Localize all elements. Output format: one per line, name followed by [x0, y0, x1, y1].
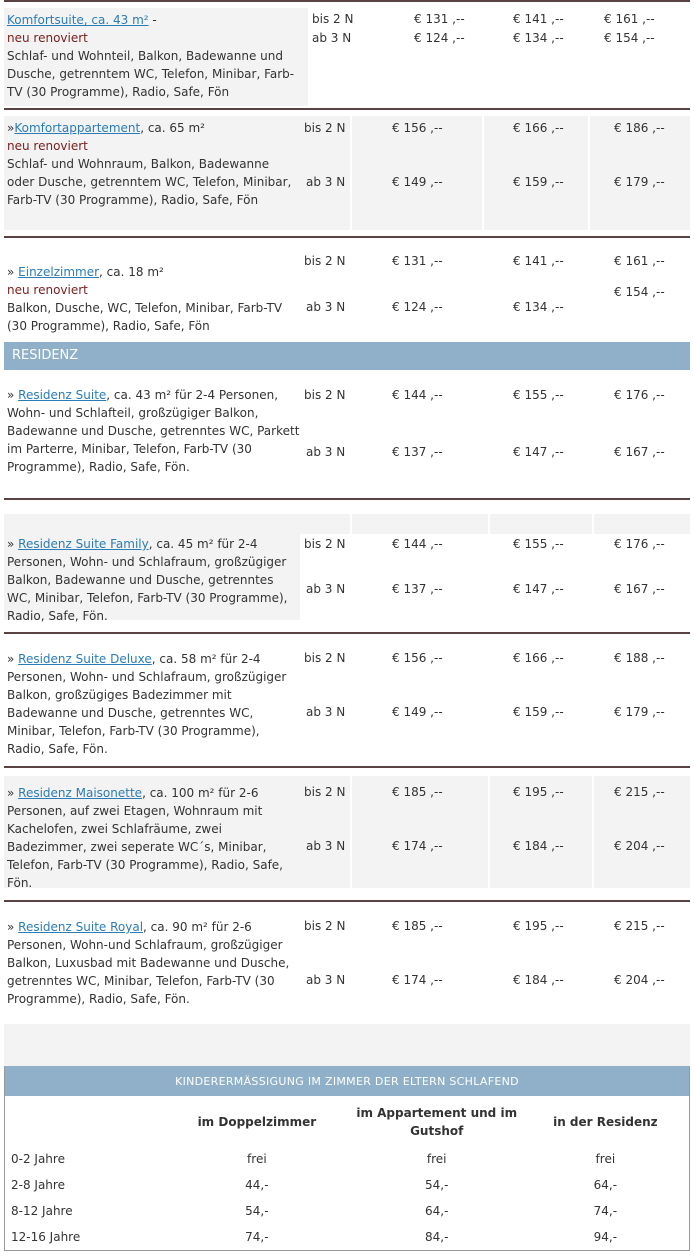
bullet: » — [7, 265, 19, 279]
room-row — [4, 370, 690, 498]
price-cell: € 159 ,-- — [513, 175, 564, 189]
value-cell: 44,- — [245, 1178, 269, 1192]
age-cell: 8-12 Jahre — [11, 1204, 73, 1218]
price-cell: € 179 ,-- — [614, 705, 665, 719]
nights-label: bis 2 N — [304, 121, 346, 135]
nights-label: ab 3 N — [306, 705, 346, 719]
price-cell: € 176 ,-- — [614, 537, 665, 551]
price-cell: € 185 ,-- — [392, 919, 443, 933]
room-row — [4, 902, 690, 1024]
price-cell: € 204 ,-- — [614, 973, 665, 987]
price-cell: € 156 ,-- — [392, 121, 443, 135]
value-cell: frei — [595, 1152, 616, 1166]
value-cell: 64,- — [593, 1178, 618, 1192]
price-cell: € 137 ,-- — [392, 582, 443, 596]
nights-label: ab 3 N — [306, 582, 346, 596]
price-cell: € 156 ,-- — [392, 651, 443, 665]
room-description: » Residenz Suite Deluxe, ca. 58 m² für 2-4 Personen, Wohn- und Schlafraum, großzügiger Balkon, großzügiges Badezimmer mit Badewanne und Dusche, getrenntes WC, Minibar, Telefon, Farb-TV (30 Programme), Radio, Safe, Fön. — [7, 652, 287, 756]
room-link[interactable]: Komfortappartement — [14, 121, 141, 135]
price-cell: € 195 ,-- — [513, 919, 564, 933]
price-cell: € 174 ,-- — [392, 839, 443, 853]
nights-label: bis 2 N — [304, 785, 346, 799]
room-features: , ca. 43 m² für 2-4 Personen, Wohn- und Schlafteil, großzügiger Balkon, Badewanne und Dusche, getrenntes WC, Parkett im Parterre, Minibar, Telefon, Farb-TV (30 Programme), Radio, Safe, Fön. — [7, 388, 300, 474]
price-cell: € 161 ,-- — [604, 12, 655, 26]
age-cell: 2-8 Jahre — [11, 1178, 65, 1192]
column-header: in der Residenz — [553, 1115, 658, 1129]
column-header: im Appartement und im Gutshof — [356, 1106, 518, 1138]
price-cell: € 215 ,-- — [614, 919, 665, 933]
room-features: , ca. 45 m² für 2-4 Personen, Wohn- und Schlafraum, großzügiger Balkon, Badewanne und Dusche, getrenntes WC, Minibar, Telefon, Farb-TV (30 Programme), Radio, Safe, Fön. — [7, 537, 288, 623]
nights-label: ab 3 N — [306, 973, 346, 987]
price-cell: € 141 ,-- — [513, 254, 564, 268]
room-link[interactable]: Residenz Suite Royal — [18, 920, 144, 934]
nights-label: bis 2 N — [304, 919, 346, 933]
price-cell: € 131 ,-- — [414, 12, 465, 26]
price-cell: € 204 ,-- — [614, 839, 665, 853]
nights-label: ab 3 N — [306, 300, 346, 314]
renovated-note: neu renoviert — [7, 283, 88, 297]
price-cell: € 155 ,-- — [513, 537, 564, 551]
table-row — [5, 1146, 689, 1172]
room-features: , ca. 90 m² für 2-6 Personen, Wohn-und Schlafraum, großzügiger Balkon, Luxusbad mit Badewanne und Dusche, getrenntes WC, Minibar, Telefon, Farb-TV (30 Programme), Radio, Safe, Fön. — [7, 920, 290, 1006]
room-description: » Residenz Maisonette, ca. 100 m² für 2-6 Personen, auf zwei Etagen, Wohnraum mit Kachelofen, zwei Schlafräume, zwei Badezimmer, zwei seperate WC´s, Minibar, Telefon, Farb-TV (30 Programme), Radio, Safe, Fön. — [7, 786, 283, 890]
price-cell: € 141 ,-- — [513, 12, 564, 26]
kids-discount-title: KINDERERMÄSSIGUNG IM ZIMMER DER ELTERN SCHLAFEND — [5, 1068, 689, 1096]
price-cell: € 167 ,-- — [614, 582, 665, 596]
table-row — [5, 1224, 689, 1250]
room-row — [4, 500, 690, 632]
nights-label: bis 2 N — [304, 651, 346, 665]
price-cell: € 154 ,-- — [604, 31, 655, 45]
room-description — [4, 116, 300, 230]
price-cell: € 159 ,-- — [513, 705, 564, 719]
price-cell: € 144 ,-- — [392, 537, 443, 551]
price-cell: € 188 ,-- — [614, 651, 665, 665]
price-list — [4, 0, 690, 1251]
room-row — [4, 768, 690, 900]
room-description: » Residenz Suite Royal, ca. 90 m² für 2-6 Personen, Wohn-und Schlafraum, großzügiger Balkon, Luxusbad mit Badewanne und Dusche, getrenntes WC, Minibar, Telefon, Farb-TV (30 Programme), Radio, Safe, Fön. — [7, 920, 290, 1006]
price-cell: € 131 ,-- — [392, 254, 443, 268]
price-cell: € 134 ,-- — [513, 31, 564, 45]
price-cell: € 176 ,-- — [614, 388, 665, 402]
price-cell: € 144 ,-- — [392, 388, 443, 402]
price-cell: € 167 ,-- — [614, 445, 665, 459]
age-cell: 12-16 Jahre — [11, 1230, 81, 1244]
price-cell: € 124 ,-- — [414, 31, 465, 45]
value-cell: 64,- — [425, 1204, 449, 1218]
age-cell: 0-2 Jahre — [11, 1152, 65, 1166]
price-cell: € 137 ,-- — [392, 445, 443, 459]
value-cell: 84,- — [425, 1230, 449, 1244]
room-size-suffix: , ca. 65 m² — [140, 121, 205, 135]
room-row — [4, 238, 690, 342]
column-header: im Doppelzimmer — [197, 1115, 317, 1129]
price-cell: € 149 ,-- — [392, 705, 443, 719]
price-cell: € 166 ,-- — [513, 651, 564, 665]
value-cell: 74,- — [593, 1204, 618, 1218]
kids-discount-table — [4, 1066, 690, 1251]
nights-label: bis 2 N — [304, 388, 346, 402]
nights-label: bis 2 N — [304, 537, 346, 551]
price-cell: € 154 ,-- — [614, 285, 665, 299]
nights-label: ab 3 N — [306, 175, 346, 189]
room-size-suffix: , ca. 18 m² — [99, 265, 164, 279]
room-description: » Residenz Suite Family, ca. 45 m² für 2-4 Personen, Wohn- und Schlafraum, großzügiger Balkon, Badewanne und Dusche, getrenntes WC, Minibar, Telefon, Farb-TV (30 Programme), Radio, Safe, Fön. — [7, 537, 288, 623]
value-cell: frei — [426, 1152, 447, 1166]
price-cell: € 179 ,-- — [614, 175, 665, 189]
price-cell: € 166 ,-- — [513, 121, 564, 135]
room-features: Schlaf- und Wohnraum, Balkon, Badewanne oder Dusche, getrenntem WC, Telefon, Minibar, Farb-TV (30 Programme), Radio, Safe, Fön — [7, 157, 292, 207]
price-cell: € 149 ,-- — [392, 175, 443, 189]
room-row — [4, 634, 690, 766]
room-features: Balkon, Dusche, WC, Telefon, Minibar, Farb-TV (30 Programme), Radio, Safe, Fön — [7, 301, 283, 333]
room-description — [4, 260, 300, 342]
value-cell: 94,- — [593, 1230, 618, 1244]
price-cell: € 184 ,-- — [513, 973, 564, 987]
renovated-note: neu renoviert — [7, 139, 88, 153]
value-cell: 54,- — [425, 1178, 449, 1192]
nights-label: bis 2 N — [312, 12, 354, 26]
price-cell: € 174 ,-- — [392, 973, 443, 987]
room-link[interactable]: Residenz Suite Deluxe — [18, 652, 152, 666]
price-cell: € 161 ,-- — [614, 254, 665, 268]
value-cell: 74,- — [245, 1230, 269, 1244]
room-features: Schlaf- und Wohnteil, Balkon, Badewanne und Dusche, getrenntem WC, Telefon, Minibar, Farb-TV (30 Programme), Radio, Safe, Fön — [7, 49, 295, 99]
nights-label: bis 2 N — [304, 254, 346, 268]
room-description — [4, 8, 308, 106]
room-link[interactable]: Einzelzimmer — [18, 265, 100, 279]
price-cell: € 186 ,-- — [614, 121, 665, 135]
price-cell: € 215 ,-- — [614, 785, 665, 799]
room-row — [4, 110, 690, 236]
age-header — [5, 1096, 162, 1146]
room-link[interactable]: Residenz Suite — [18, 388, 107, 402]
bullet: » — [7, 121, 15, 135]
price-cell: € 155 ,-- — [513, 388, 564, 402]
nights-label: ab 3 N — [306, 445, 346, 459]
room-features: , ca. 100 m² für 2-6 Personen, auf zwei Etagen, Wohnraum mit Kachelofen, zwei Schlafräume, zwei Badezimmer, zwei seperate WC´s, Minibar, Telefon, Farb-TV (30 Programme), Radio, Safe, Fön. — [7, 786, 283, 890]
room-link[interactable]: Komfortsuite, ca. 43 m² — [7, 13, 149, 27]
section-header-residenz: RESIDENZ — [4, 342, 690, 370]
price-cell: € 185 ,-- — [392, 785, 443, 799]
room-link[interactable]: Residenz Maisonette — [18, 786, 143, 800]
price-cell: € 134 ,-- — [513, 300, 564, 314]
nights-label: ab 3 N — [306, 839, 346, 853]
price-cell: € 124 ,-- — [392, 300, 443, 314]
room-link[interactable]: Residenz Suite Family — [18, 537, 149, 551]
table-row — [5, 1172, 689, 1198]
room-description: » Residenz Suite, ca. 43 m² für 2-4 Personen, Wohn- und Schlafteil, großzügiger Balkon, Badewanne und Dusche, getrenntes WC, Parkett im Parterre, Minibar, Telefon, Farb-TV (30 Programme), Radio, Safe, Fön. — [7, 388, 300, 474]
room-features: , ca. 58 m² für 2-4 Personen, Wohn- und Schlafraum, großzügiger Balkon, großzügiges Badezimmer mit Badewanne und Dusche, getrenntes WC, Minibar, Telefon, Farb-TV (30 Programme), Radio, Safe, Fön. — [7, 652, 287, 756]
room-row — [4, 2, 690, 106]
value-cell: frei — [247, 1152, 267, 1166]
price-cell: € 184 ,-- — [513, 839, 564, 853]
table-row — [5, 1198, 689, 1224]
price-cell: € 195 ,-- — [513, 785, 564, 799]
nights-label: ab 3 N — [312, 31, 352, 45]
renovated-note: neu renoviert — [7, 31, 88, 45]
price-cell: € 147 ,-- — [513, 445, 564, 459]
price-cell: € 147 ,-- — [513, 582, 564, 596]
value-cell: 54,- — [245, 1204, 269, 1218]
room-size-suffix: - — [148, 13, 157, 27]
kids-discount-section — [4, 1024, 690, 1251]
